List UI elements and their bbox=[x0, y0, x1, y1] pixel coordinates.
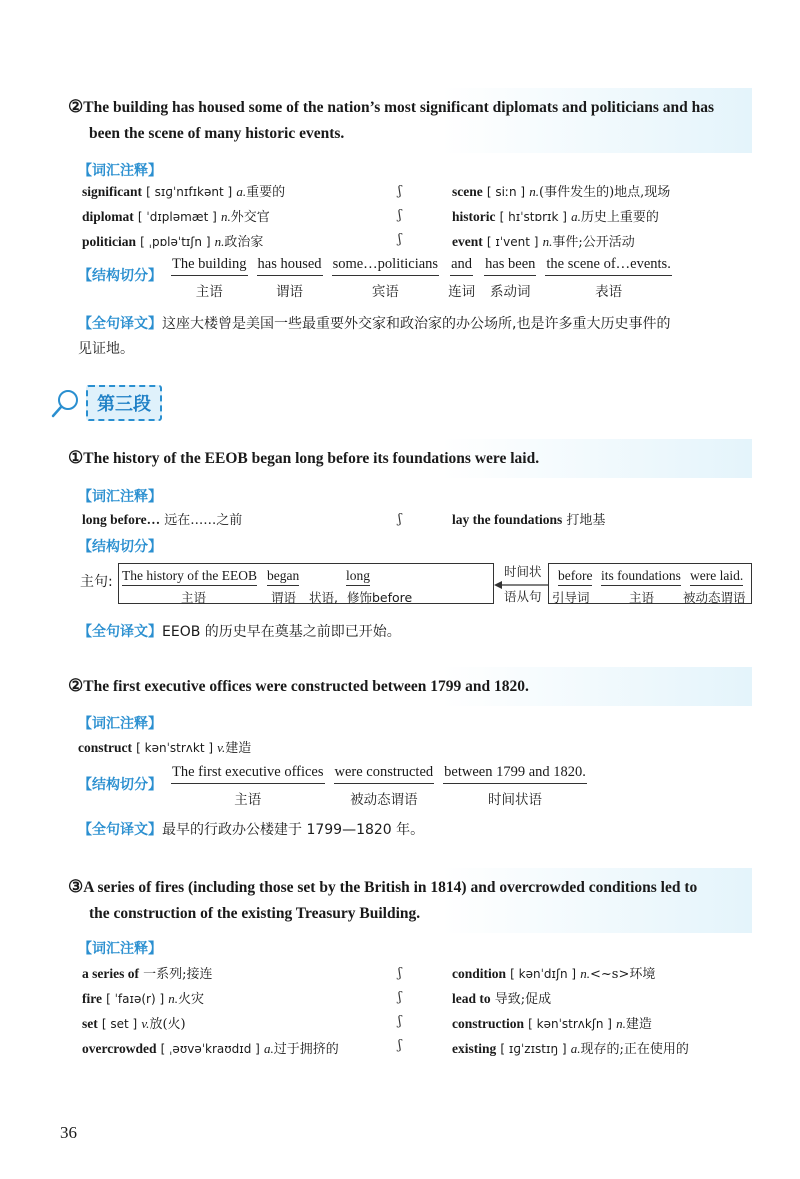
section-title: 第三段 bbox=[86, 385, 162, 421]
sentence-text: The history of the EEOB began long before its foundations were laid. bbox=[83, 450, 540, 467]
vocab-label: 【词汇注释】 bbox=[78, 716, 162, 732]
chunk-text: were laid. bbox=[690, 568, 743, 586]
translation-label: 【全句译文】 bbox=[78, 624, 162, 640]
vocab-entry: overcrowded [ ˌəʊvəˈkraʊdɪd ] a.过于拥挤的 bbox=[82, 1041, 339, 1057]
translation-text: 最早的行政办公楼建于 1799—1820 年。 bbox=[162, 822, 425, 838]
chunk-text: began bbox=[267, 568, 299, 586]
vocab-entry: scene [ siːn ] n.(事件发生的)地点,现场 bbox=[452, 184, 671, 200]
chunk-text: The history of the EEOB bbox=[122, 568, 257, 586]
vocab-label: 【词汇注释】 bbox=[78, 489, 162, 505]
clause-tag: 时间状 bbox=[504, 564, 542, 579]
chunk-role: 修饰before bbox=[347, 590, 413, 605]
structure-diagram bbox=[80, 562, 746, 607]
structure-chunk: has been 系动词 bbox=[485, 256, 536, 300]
section-heading bbox=[50, 385, 162, 421]
chunk-text: long bbox=[346, 568, 370, 586]
translation bbox=[78, 312, 758, 362]
page-number: 36 bbox=[60, 1123, 77, 1142]
vocab-label: 【词汇注释】 bbox=[78, 163, 162, 179]
translation-label: 【全句译文】 bbox=[78, 316, 162, 332]
translation bbox=[78, 620, 758, 645]
clause-tag: 语从句 bbox=[504, 589, 542, 604]
vocab-entry: lead to 导致;促成 bbox=[452, 991, 552, 1007]
chunk-role: 主语 bbox=[181, 590, 207, 605]
sentence-number: ② bbox=[68, 676, 84, 695]
sentence-number: ③ bbox=[68, 877, 84, 896]
vocab-entry: event [ ɪˈvent ] n.事件;公开活动 bbox=[452, 234, 635, 250]
vocab-entry: fire [ ˈfaɪə(r) ] n.火灾 bbox=[82, 991, 205, 1007]
structure-chunk: The building 主语 bbox=[172, 256, 247, 300]
main-clause-tag: 主句: bbox=[80, 574, 113, 590]
vocab-list-right bbox=[452, 180, 670, 255]
structure-breakdown bbox=[171, 256, 681, 300]
sentence-number: ① bbox=[68, 448, 84, 467]
translation bbox=[78, 818, 758, 843]
translation-text: EEOB 的历史早在奠基之前即已开始。 bbox=[162, 624, 401, 640]
structure-chunk: between 1799 and 1820. 时间状语 bbox=[444, 764, 586, 808]
chunk-role: 主语 bbox=[629, 590, 655, 605]
vocab-entry: politician [ ˌpɒləˈtɪʃn ] n.政治家 bbox=[82, 234, 264, 250]
magnifier-icon bbox=[50, 387, 82, 419]
column-separator: ʃ bbox=[398, 512, 402, 527]
vocab-entry: existing [ ɪɡˈzɪstɪŋ ] a.现存的;正在使用的 bbox=[452, 1041, 689, 1057]
sentence-heading bbox=[62, 667, 752, 706]
sentence-heading bbox=[62, 868, 752, 933]
vocab-entry: a series of 一系列;接连 bbox=[82, 966, 213, 982]
structure-chunk: the scene of…events. 表语 bbox=[546, 256, 671, 300]
main-clause-box bbox=[118, 563, 494, 604]
chunk-role: 状语, bbox=[309, 590, 338, 605]
vocab-entry: construction [ kənˈstrʌkʃn ] n.建造 bbox=[452, 1016, 652, 1032]
sentence-number: ② bbox=[68, 97, 84, 116]
vocab-entry: set [ set ] v.放(火) bbox=[82, 1016, 186, 1032]
translation-label: 【全句译文】 bbox=[78, 822, 162, 838]
sentence-heading bbox=[62, 439, 752, 478]
chunk-text: before bbox=[558, 568, 592, 586]
sentence-text-continued: been the scene of many historic events. bbox=[89, 125, 345, 142]
translation-text: 这座大楼曾是美国一些最重要外交家和政治家的办公场所,也是许多重大历史事件的 bbox=[162, 316, 671, 332]
chunk-text: its foundations bbox=[601, 568, 681, 586]
column-separator: ʃ ʃ ʃ ʃ bbox=[398, 966, 402, 1053]
vocab-entry: diplomat [ ˈdɪpləmæt ] n.外交官 bbox=[82, 209, 270, 225]
structure-label: 【结构切分】 bbox=[78, 268, 162, 284]
structure-label: 【结构切分】 bbox=[78, 777, 162, 793]
chunk-role: 谓语 bbox=[271, 590, 297, 605]
chunk-role: 被动态谓语 bbox=[683, 590, 746, 605]
structure-breakdown bbox=[171, 764, 596, 808]
chunk-role: 引导词 bbox=[552, 590, 590, 605]
sentence-text: The building has housed some of the nation’s most significant diplomats and politicians and has bbox=[83, 99, 715, 116]
vocab-entry: condition [ kənˈdɪʃn ] n.<~s>环境 bbox=[452, 966, 656, 982]
structure-chunk: and 连词 bbox=[448, 256, 476, 300]
column-separator: ʃ ʃ ʃ bbox=[398, 184, 402, 247]
vocab-entry: significant [ sɪɡˈnɪfɪkənt ] a.重要的 bbox=[82, 184, 286, 200]
vocab-list-left bbox=[82, 962, 339, 1062]
sentence-text-continued: the construction of the existing Treasury Building. bbox=[89, 905, 421, 922]
sentence-heading bbox=[62, 88, 752, 153]
vocab-label: 【词汇注释】 bbox=[78, 941, 162, 957]
vocab-list-left bbox=[82, 180, 285, 255]
structure-chunk: has housed 谓语 bbox=[257, 256, 322, 300]
vocab-entry: lay the foundations 打地基 bbox=[452, 512, 606, 528]
vocab-entry: construct [ kənˈstrʌkt ] v.建造 bbox=[78, 740, 252, 756]
structure-chunk: some…politicians 宾语 bbox=[332, 256, 439, 300]
adverbial-clause-box bbox=[548, 563, 752, 604]
translation-text-continued: 见证地。 bbox=[78, 341, 134, 357]
sentence-text: The first executive offices were constructed between 1799 and 1820. bbox=[83, 678, 529, 695]
structure-chunk: were constructed 被动态谓语 bbox=[334, 764, 434, 808]
structure-chunk: The first executive offices 主语 bbox=[172, 764, 324, 808]
structure-label: 【结构切分】 bbox=[78, 539, 162, 555]
sentence-text: A series of fires (including those set by the British in 1814) and overcrowded conditions led to bbox=[83, 879, 698, 896]
vocab-entry: long before… 远在……之前 bbox=[82, 512, 243, 528]
vocab-list-right bbox=[452, 962, 689, 1062]
vocab-entry: historic [ hɪˈstɒrɪk ] a.历史上重要的 bbox=[452, 209, 659, 225]
